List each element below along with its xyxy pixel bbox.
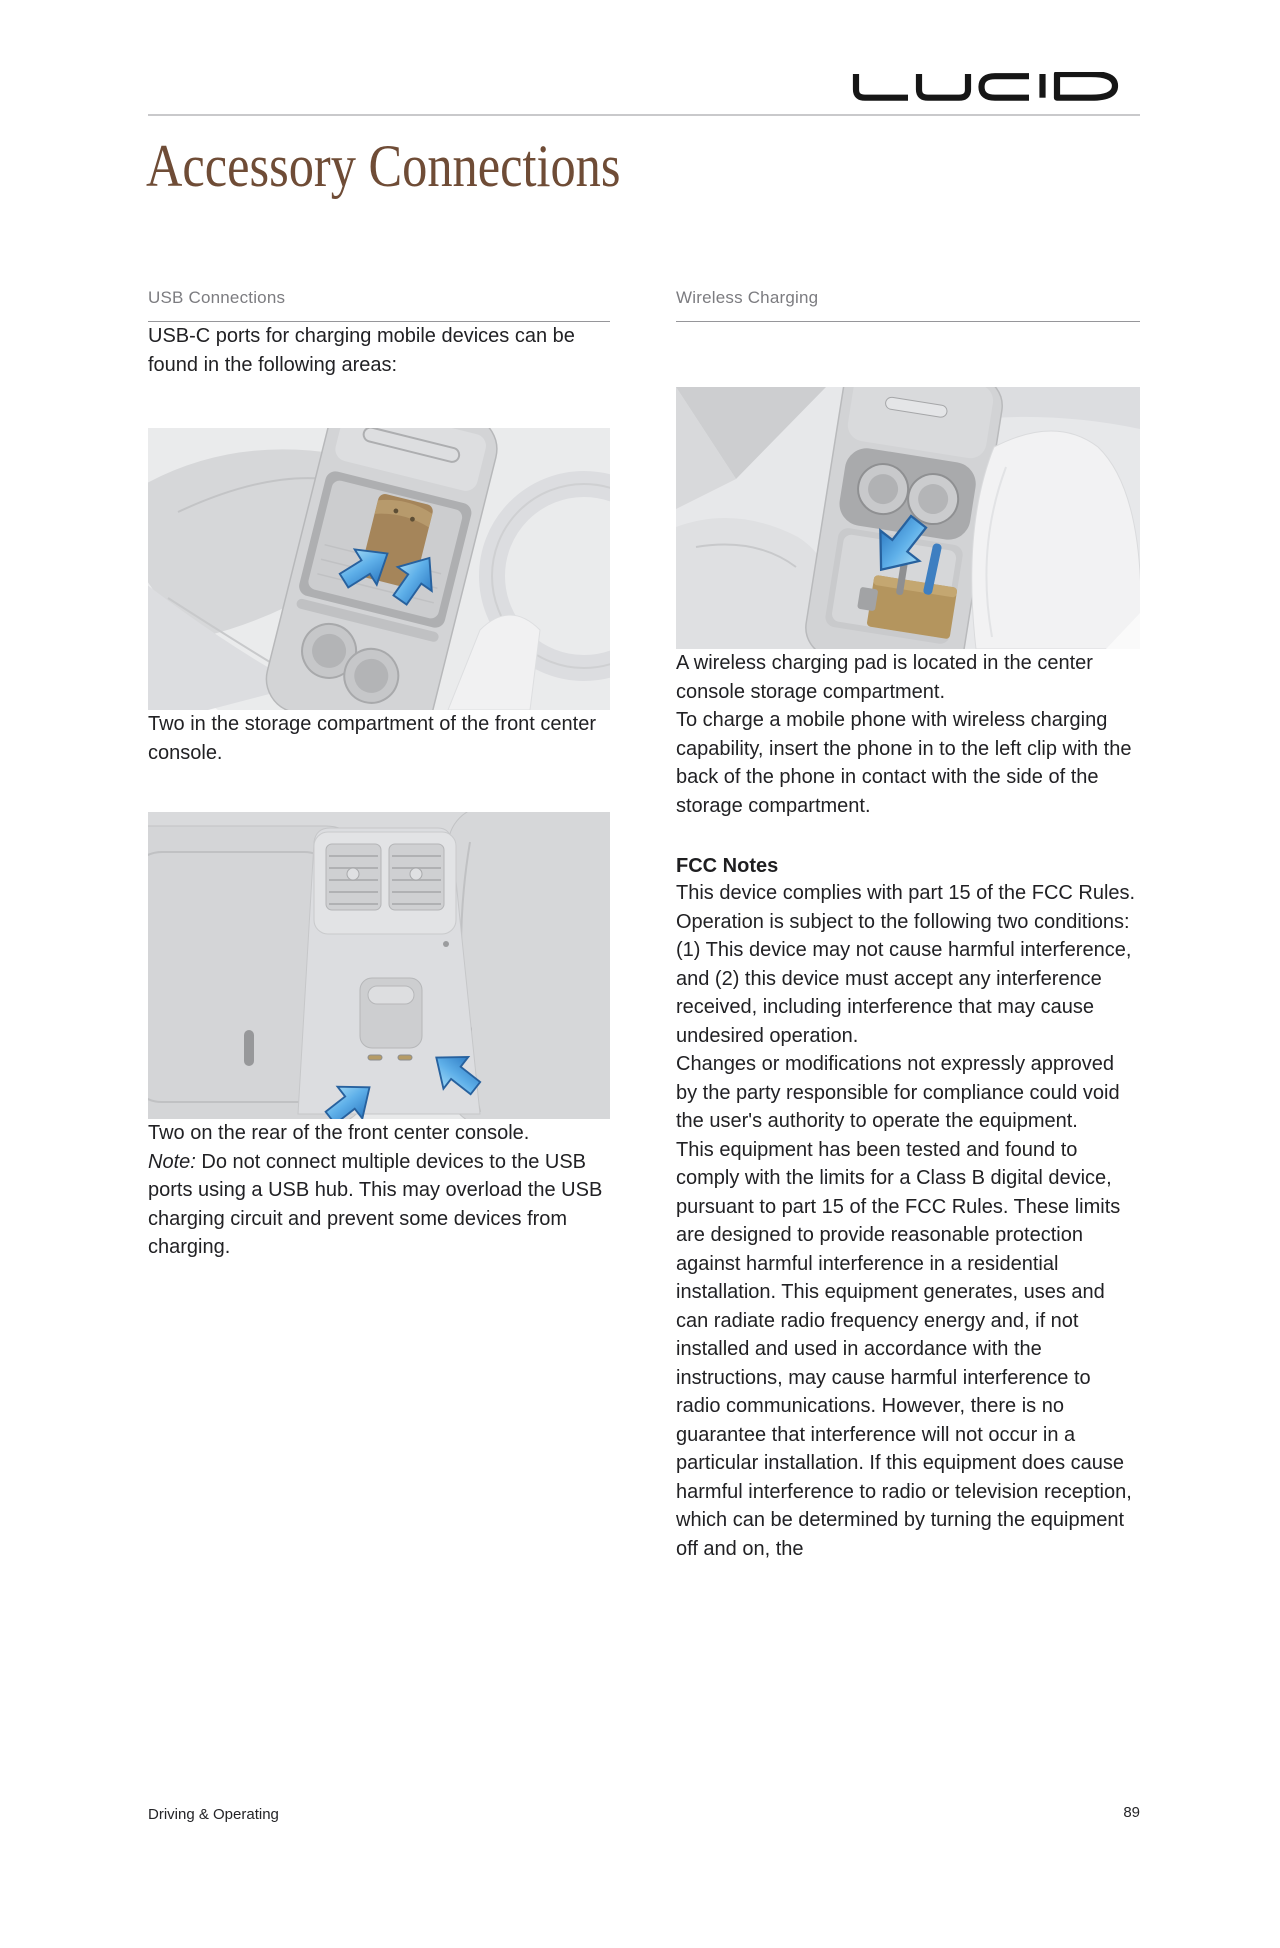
footer-section-label: Driving & Operating — [148, 1806, 279, 1823]
usb-connections-column — [148, 288, 610, 1262]
air-vent — [389, 844, 444, 910]
caption-rear-console: Two on the rear of the front center console. — [148, 1122, 530, 1144]
wireless-charging-pad-image — [676, 387, 1140, 649]
air-vent — [326, 844, 381, 910]
front-console-storage-image — [148, 428, 610, 710]
usb-intro-text: USB-C ports for charging mobile devices can be found in the following areas: — [148, 325, 575, 376]
header-divider — [148, 114, 1140, 116]
section-header-usb: USB Connections — [148, 288, 610, 322]
section-header-wireless: Wireless Charging — [676, 288, 1140, 322]
footer-page-number: 89 — [1123, 1804, 1140, 1821]
fcc-paragraph-2: Changes or modifications not expressly approved by the party responsible for compliance could void the user's authority to operate the equipment. — [676, 1053, 1120, 1132]
usb-note — [148, 1148, 610, 1262]
fcc-paragraph-1: This device complies with part 15 of the FCC Rules. Operation is subject to the following two conditions: (1) This device may not cause harmful interference, and (2) this device must accept any interference received, including interference that may cause undesired operation. — [676, 882, 1136, 1047]
wireless-charging-column — [676, 288, 1140, 1563]
note-label: Note: — [148, 1150, 196, 1173]
fcc-notes-heading: FCC Notes — [676, 855, 779, 877]
fcc-paragraph-3: This equipment has been tested and found to comply with the limits for a Class B digital device, pursuant to part 15 of the FCC Rules. These limits are designed to provide reasonable protection against harmful interference in a residential installation. This equipment generates, uses and can radiate radio frequency energy and, if not installed and used in accordance with the instructions, may cause harmful interference to radio communications. However, there is no guarantee that interference will not occur in a particular installation. If this equipment does cause harmful interference to radio or television reception, which can be determined by turning the equipment off and on, the — [676, 1138, 1132, 1560]
note-text: Do not connect multiple devices to the USB ports using a USB hub. This may overload the USB charging circuit and prevent some devices from charging. — [148, 1150, 603, 1258]
wireless-pad-text: A wireless charging pad is located in the center console storage compartment. — [676, 652, 1093, 703]
wireless-howto-text: To charge a mobile phone with wireless charging capability, insert the phone in to the left clip with the back of the phone in contact with the side of the storage compartment. — [676, 709, 1132, 817]
page-title: Accessory Connections — [146, 133, 621, 199]
caption-storage-compartment: Two in the storage compartment of the front center console. — [148, 713, 597, 764]
usb-c-port — [398, 1055, 412, 1060]
lucid-logo-icon — [852, 72, 1128, 102]
usb-c-port — [368, 1055, 382, 1060]
rear-console-usb-image — [148, 812, 610, 1119]
